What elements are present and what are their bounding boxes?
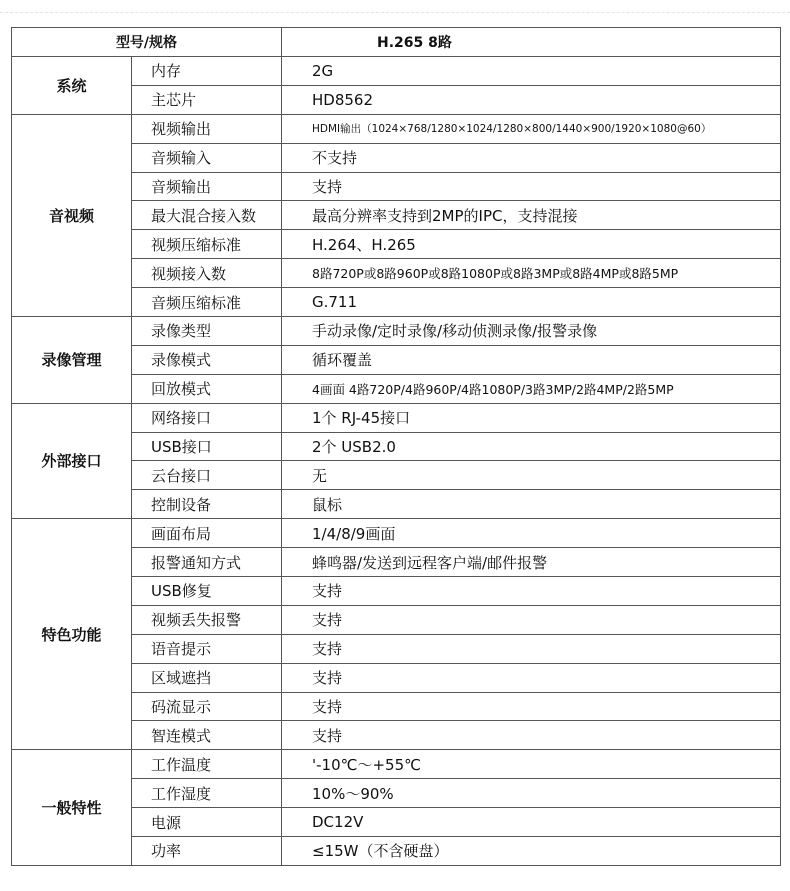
spec-item-cell: 控制设备	[132, 490, 282, 519]
spec-item-cell: 区域遮挡	[132, 663, 282, 692]
spec-value-cell: G.711	[282, 288, 781, 317]
spec-item-cell: 录像类型	[132, 317, 282, 346]
spec-value-cell: 支持	[282, 577, 781, 606]
spec-value-cell: 4画面 4路720P/4路960P/4路1080P/3路3MP/2路4MP/2路5MP	[282, 374, 781, 403]
spec-value-cell: H.264、H.265	[282, 230, 781, 259]
spec-item-cell: 功率	[132, 837, 282, 866]
spec-value-cell: 支持	[282, 692, 781, 721]
spec-table-body	[12, 28, 781, 866]
category-cell: 系统	[12, 57, 132, 115]
table-header-row	[12, 28, 781, 57]
spec-value-cell: 最高分辨率支持到2MP的IPC，支持混接	[282, 201, 781, 230]
category-cell: 一般特性	[12, 750, 132, 866]
spec-item-cell: 内存	[132, 57, 282, 86]
table-row	[12, 403, 781, 432]
spec-value-cell: ≤15W（不含硬盘）	[282, 837, 781, 866]
spec-value-cell: HD8562	[282, 85, 781, 114]
spec-item-cell: 视频丢失报警	[132, 605, 282, 634]
table-row	[12, 57, 781, 86]
spec-item-cell: 云台接口	[132, 461, 282, 490]
table-row	[12, 317, 781, 346]
spec-item-cell: 报警通知方式	[132, 548, 282, 577]
spec-item-cell: 工作湿度	[132, 779, 282, 808]
spec-item-cell: 语音提示	[132, 634, 282, 663]
spec-item-cell: 音频压缩标准	[132, 288, 282, 317]
spec-value-cell: 无	[282, 461, 781, 490]
spec-value-cell: 手动录像/定时录像/移动侦测录像/报警录像	[282, 317, 781, 346]
spec-item-cell: 网络接口	[132, 403, 282, 432]
spec-value-cell: 8路720P或8路960P或8路1080P或8路3MP或8路4MP或8路5MP	[282, 259, 781, 288]
spec-item-cell: USB接口	[132, 432, 282, 461]
spec-item-cell: 最大混合接入数	[132, 201, 282, 230]
spec-item-cell: 回放模式	[132, 374, 282, 403]
spec-item-cell: 工作温度	[132, 750, 282, 779]
table-row	[12, 750, 781, 779]
top-divider	[0, 12, 790, 13]
spec-item-cell: 画面布局	[132, 519, 282, 548]
category-cell: 外部接口	[12, 403, 132, 519]
table-row	[12, 114, 781, 143]
category-cell: 音视频	[12, 114, 132, 316]
spec-item-cell: 视频压缩标准	[132, 230, 282, 259]
spec-value-cell: DC12V	[282, 808, 781, 837]
category-cell: 录像管理	[12, 317, 132, 404]
spec-value-cell: 2个 USB2.0	[282, 432, 781, 461]
spec-value-cell: 支持	[282, 634, 781, 663]
spec-item-cell: 录像模式	[132, 345, 282, 374]
header-model-label: 型号/规格	[12, 28, 282, 57]
spec-value-cell: '-10℃～+55℃	[282, 750, 781, 779]
table-row	[12, 519, 781, 548]
spec-value-cell: 支持	[282, 663, 781, 692]
spec-value-cell: HDMI输出（1024×768/1280×1024/1280×800/1440×900/1920×1080@60）	[282, 114, 781, 143]
spec-value-cell: 10%～90%	[282, 779, 781, 808]
spec-item-cell: 电源	[132, 808, 282, 837]
spec-value-cell: 支持	[282, 605, 781, 634]
spec-value-cell: 2G	[282, 57, 781, 86]
spec-value-cell: 鼠标	[282, 490, 781, 519]
spec-item-cell: 音频输入	[132, 143, 282, 172]
spec-item-cell: 音频输出	[132, 172, 282, 201]
spec-value-cell: 1个 RJ-45接口	[282, 403, 781, 432]
spec-value-cell: 1/4/8/9画面	[282, 519, 781, 548]
spec-value-cell: 不支持	[282, 143, 781, 172]
spec-item-cell: 视频输出	[132, 114, 282, 143]
spec-item-cell: 码流显示	[132, 692, 282, 721]
header-model-value: H.265 8路	[282, 28, 781, 57]
spec-item-cell: 智连模式	[132, 721, 282, 750]
spec-item-cell: 主芯片	[132, 85, 282, 114]
spec-table	[11, 27, 781, 866]
category-cell: 特色功能	[12, 519, 132, 750]
spec-value-cell: 支持	[282, 172, 781, 201]
spec-item-cell: USB修复	[132, 577, 282, 606]
spec-value-cell: 支持	[282, 721, 781, 750]
spec-value-cell: 蜂鸣器/发送到远程客户端/邮件报警	[282, 548, 781, 577]
spec-value-cell: 循环覆盖	[282, 345, 781, 374]
spec-item-cell: 视频接入数	[132, 259, 282, 288]
